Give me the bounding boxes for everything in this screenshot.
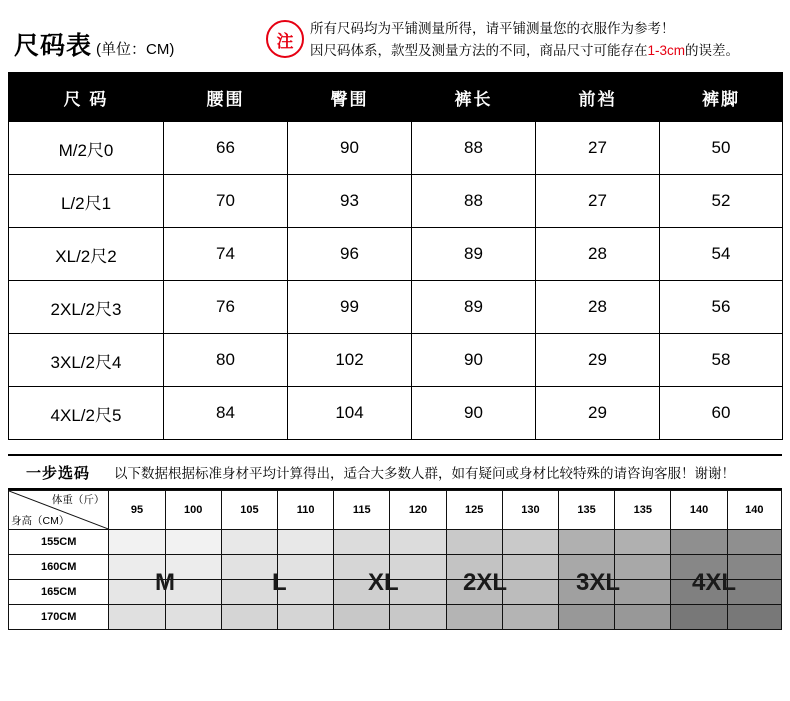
height-header: 170CM [9,605,109,630]
cell-hip: 90 [288,122,412,175]
cell-size: 2XL/2尺3 [9,281,164,334]
grid-cell[interactable] [109,530,165,555]
grid-cell[interactable] [221,580,277,605]
cell-waist: 74 [164,228,288,281]
table-row [9,175,783,228]
grid-cell[interactable] [671,605,727,630]
weight-header: 140 [671,491,727,530]
column-header-size: 尺 码 [9,73,164,122]
height-header: 160CM [9,555,109,580]
note-tolerance-value: 1-3cm [647,43,686,58]
size-chooser [8,454,782,645]
size-label-l: L [272,569,287,596]
note-line-2 [310,40,739,62]
cell-hip: 99 [288,281,412,334]
grid-cell[interactable] [615,605,671,630]
grid-cell[interactable] [221,530,277,555]
axis-label-height: 身高（CM） [11,515,70,527]
note-line-1: 所有尺码均为平铺测量所得，请平铺测量您的衣服作为参考！ [310,21,675,36]
table-header-row [9,73,783,122]
grid-cell[interactable] [615,555,671,580]
grid-cell[interactable] [502,605,558,630]
grid-cell[interactable] [727,530,781,555]
cell-waist: 84 [164,387,288,440]
weight-header: 135 [559,491,615,530]
grid-cell[interactable] [559,555,615,580]
grid-cell[interactable] [502,530,558,555]
grid-cell[interactable] [334,580,390,605]
cell-hip: 102 [288,334,412,387]
grid-cell[interactable] [727,605,781,630]
cell-length: 88 [412,122,536,175]
note-badge: 注 [266,20,304,58]
grid-cell[interactable] [390,605,446,630]
grid-cell[interactable] [277,555,333,580]
grid-row [9,605,782,630]
grid-cell[interactable] [334,530,390,555]
table-row [9,387,783,440]
height-header: 155CM [9,530,109,555]
cell-waist: 70 [164,175,288,228]
cell-size: 3XL/2尺4 [9,334,164,387]
height-header: 165CM [9,580,109,605]
chooser-description: 以下数据根据标准身材平均计算得出，适合大多数人群，如有疑问或身材比较特殊的请咨询客服！谢谢！ [114,466,735,481]
column-header-waist: 腰围 [164,73,288,122]
column-header-rise: 前裆 [536,73,660,122]
weight-header: 120 [390,491,446,530]
cell-rise: 27 [536,122,660,175]
column-header-hip: 臀围 [288,73,412,122]
size-label-2xl: 2XL [463,569,508,596]
grid-cell[interactable] [165,530,221,555]
grid-cell[interactable] [446,530,502,555]
grid-cell[interactable] [446,555,502,580]
grid-cell[interactable] [109,580,165,605]
table-row [9,228,783,281]
grid-cell[interactable] [559,530,615,555]
page-title-main: 尺码表 [14,32,93,60]
cell-rise: 28 [536,228,660,281]
weight-header: 95 [109,491,165,530]
grid-cell[interactable] [277,580,333,605]
note-text [310,18,739,62]
grid-cell[interactable] [615,580,671,605]
size-label-m: M [155,569,175,596]
grid-cell[interactable] [446,580,502,605]
axis-label-weight: 体重（斤） [51,494,105,506]
grid-cell[interactable] [671,530,727,555]
grid-cell[interactable] [221,605,277,630]
grid-cell[interactable] [165,580,221,605]
column-header-cuff: 裤脚 [660,73,783,122]
size-label-4xl: 4XL [692,569,737,596]
weight-header: 115 [334,491,390,530]
grid-header-row [9,491,782,530]
header [0,0,790,72]
grid-cell[interactable] [727,555,781,580]
cell-hip: 96 [288,228,412,281]
weight-header: 110 [277,491,333,530]
cell-rise: 29 [536,334,660,387]
chooser-grid [8,490,782,630]
cell-size: L/2尺1 [9,175,164,228]
grid-cell[interactable] [615,530,671,555]
grid-row [9,530,782,555]
cell-cuff: 54 [660,228,783,281]
grid-cell[interactable] [165,555,221,580]
grid-cell[interactable] [559,580,615,605]
axis-corner [9,491,109,530]
grid-cell[interactable] [502,555,558,580]
grid-row [9,555,782,580]
weight-header: 125 [446,491,502,530]
cell-rise: 28 [536,281,660,334]
weight-header: 130 [502,491,558,530]
cell-size: 4XL/2尺5 [9,387,164,440]
grid-cell[interactable] [727,580,781,605]
grid-cell[interactable] [221,555,277,580]
cell-waist: 76 [164,281,288,334]
chooser-title: 一步选码 [25,464,90,482]
weight-header: 140 [727,491,781,530]
chooser-grid-wrap [8,490,782,645]
page-title-unit: (单位：CM) [96,41,175,58]
cell-length: 89 [412,228,536,281]
grid-cell[interactable] [390,530,446,555]
cell-rise: 29 [536,387,660,440]
cell-cuff: 50 [660,122,783,175]
grid-cell[interactable] [277,530,333,555]
grid-cell[interactable] [671,580,727,605]
grid-cell[interactable] [559,605,615,630]
cell-length: 90 [412,387,536,440]
cell-waist: 80 [164,334,288,387]
size-table [8,72,783,440]
grid-cell[interactable] [390,580,446,605]
cell-cuff: 58 [660,334,783,387]
cell-length: 90 [412,334,536,387]
table-row [9,281,783,334]
grid-cell[interactable] [390,555,446,580]
note-line-2-b: 的误差。 [685,43,740,58]
chooser-header [8,454,782,490]
note-line-2-a: 因尺码体系，款型及测量方法的不同，商品尺寸可能存在 [310,43,648,58]
grid-cell[interactable] [502,580,558,605]
weight-header: 100 [165,491,221,530]
grid-cell[interactable] [446,605,502,630]
weight-header: 105 [221,491,277,530]
cell-rise: 27 [536,175,660,228]
cell-size: M/2尺0 [9,122,164,175]
column-header-length: 裤长 [412,73,536,122]
page-title [14,26,174,62]
cell-hip: 104 [288,387,412,440]
grid-cell[interactable] [671,555,727,580]
grid-cell[interactable] [109,605,165,630]
cell-size: XL/2尺2 [9,228,164,281]
cell-length: 89 [412,281,536,334]
weight-header: 135 [615,491,671,530]
table-row [9,122,783,175]
grid-cell[interactable] [334,555,390,580]
cell-length: 88 [412,175,536,228]
grid-cell[interactable] [277,605,333,630]
cell-cuff: 56 [660,281,783,334]
cell-hip: 93 [288,175,412,228]
cell-waist: 66 [164,122,288,175]
grid-row [9,580,782,605]
table-row [9,334,783,387]
grid-cell[interactable] [165,605,221,630]
size-label-3xl: 3XL [576,569,621,596]
cell-cuff: 60 [660,387,783,440]
cell-cuff: 52 [660,175,783,228]
grid-cell[interactable] [334,605,390,630]
grid-cell[interactable] [109,555,165,580]
size-label-xl: XL [368,569,399,596]
